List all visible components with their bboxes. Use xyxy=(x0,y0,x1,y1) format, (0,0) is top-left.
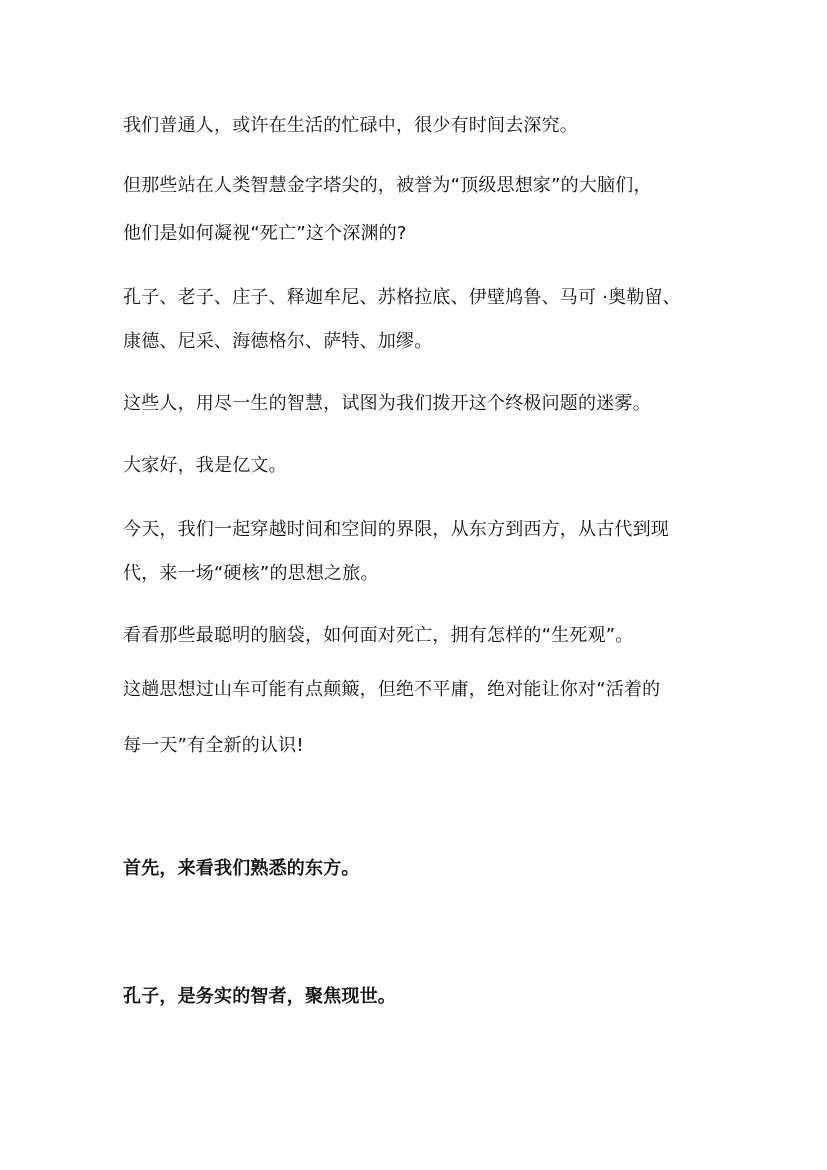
paragraph-line: 他们是如何凝视“死亡”这个深渊的? xyxy=(123,223,407,244)
paragraph-line: 康德、尼采、海德格尔、萨特、加缪。 xyxy=(123,331,433,352)
paragraph-line: 每一天”有全新的认识! xyxy=(123,735,304,756)
paragraph-line: 今天，我们一起穿越时间和空间的界限，从东方到西方，从古代到现 xyxy=(123,519,669,540)
section-heading: 首先，来看我们熟悉的东方。 xyxy=(123,858,360,879)
paragraph-line: 孔子、老子、庄子、释迦牟尼、苏格拉底、伊壁鸠鲁、马可 ·奥勒留、 xyxy=(123,287,681,308)
paragraph-line: 但那些站在人类智慧金字塔尖的，被誉为“顶级思想家”的大脑们， xyxy=(123,175,652,196)
paragraph-line: 这趟思想过山车可能有点颠簸，但绝不平庸，绝对能让你对“活着的 xyxy=(123,679,661,700)
paragraph-line: 看看那些最聪明的脑袋，如何面对死亡，拥有怎样的“生死观”。 xyxy=(123,625,634,646)
paragraph-line: 代，来一场“硬核”的思想之旅。 xyxy=(123,563,379,584)
paragraph-line: 这些人，用尽一生的智慧，试图为我们拨开这个终极问题的迷雾。 xyxy=(123,393,651,414)
paragraph-line: 大家好，我是亿文。 xyxy=(123,455,287,476)
paragraph-line: 我们普通人，或许在生活的忙碌中，很少有时间去深究。 xyxy=(123,115,578,136)
section-heading: 孔子，是务实的智者，聚焦现世。 xyxy=(123,986,396,1007)
